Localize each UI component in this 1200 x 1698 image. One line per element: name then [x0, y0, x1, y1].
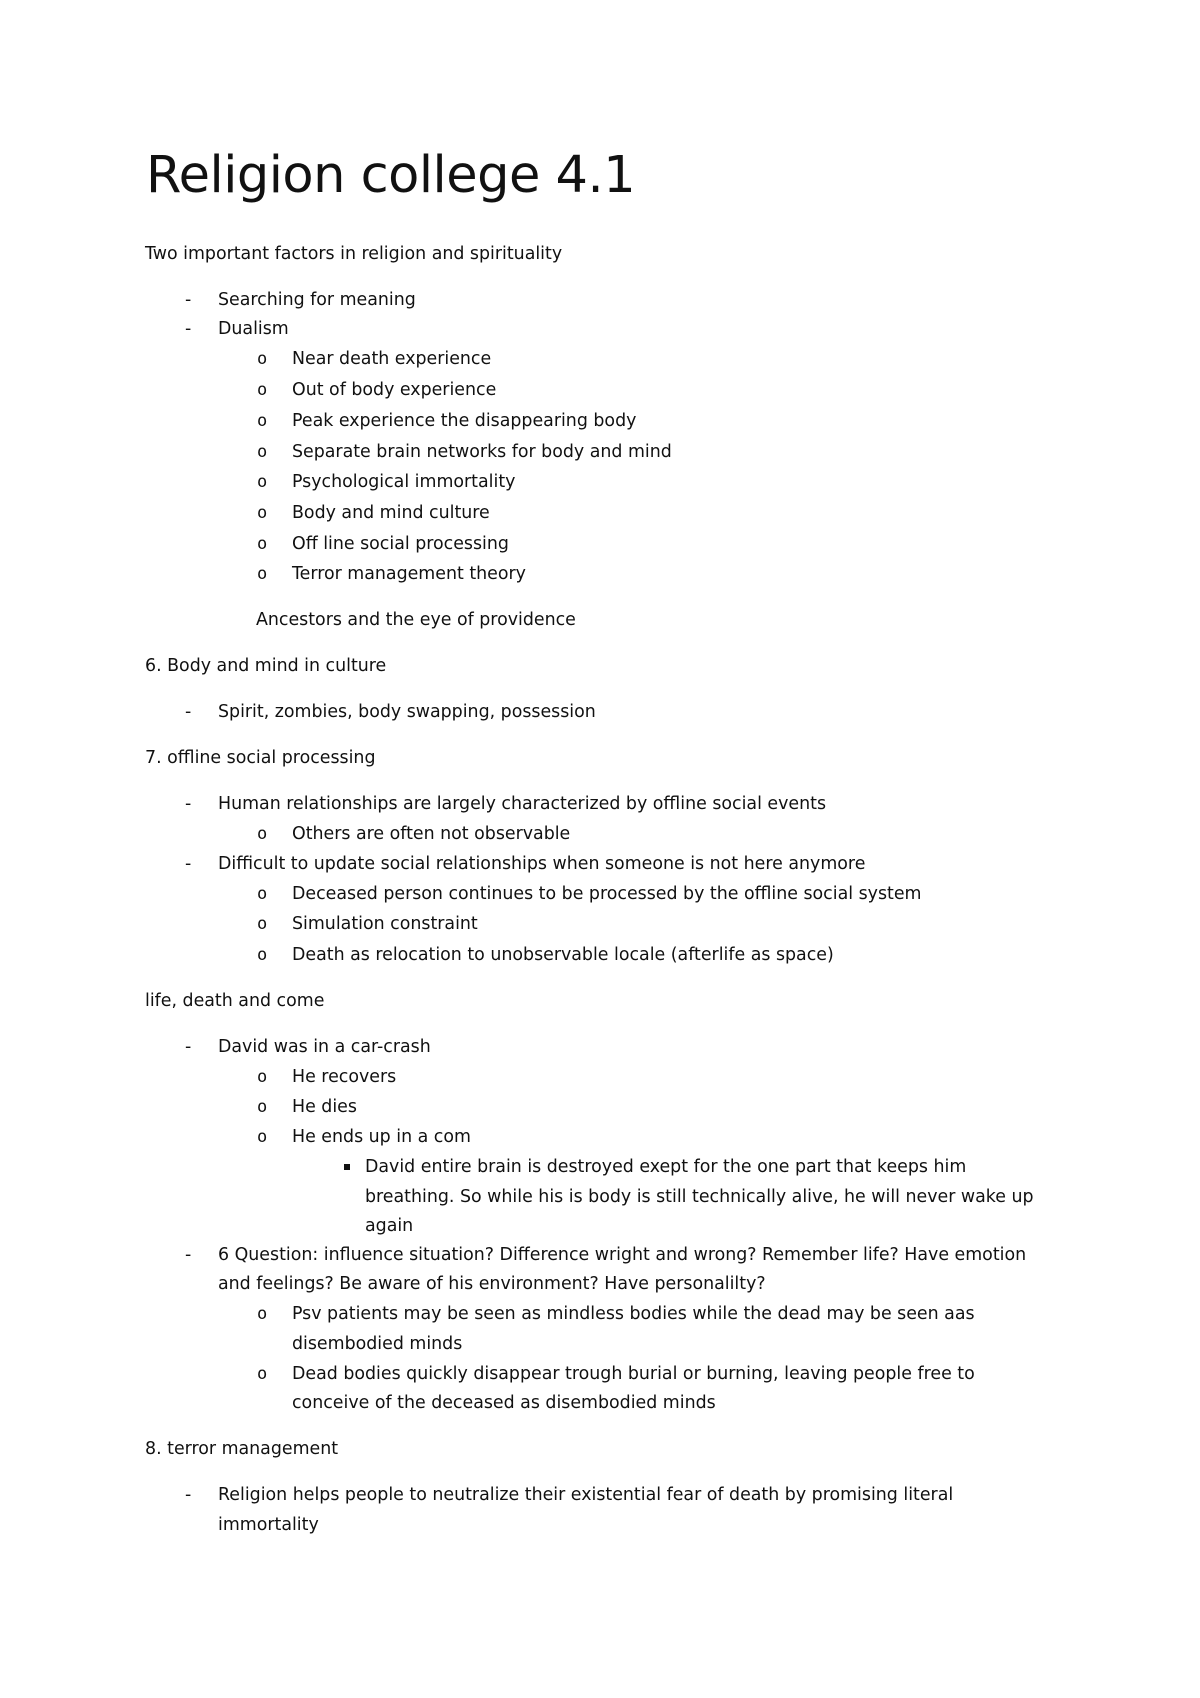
dash-bullet-icon: -	[185, 319, 192, 339]
list-item: Psychological immortality	[292, 472, 516, 492]
square-bullet-icon	[344, 1164, 350, 1170]
circle-bullet-icon: o	[257, 349, 268, 369]
list-item: Peak experience the disappearing body	[292, 411, 637, 431]
list-item: Dead bodies quickly disappear trough burial or burning, leaving people free to	[292, 1364, 975, 1384]
dash-bullet-icon: -	[185, 1037, 192, 1057]
circle-bullet-icon: o	[257, 884, 268, 904]
dash-bullet-icon: -	[185, 1245, 192, 1265]
list-item: breathing. So while his is body is still technically alive, he will never wake up	[365, 1187, 1034, 1207]
list-item: He recovers	[292, 1067, 397, 1087]
paragraph-text: life, death and come	[145, 991, 325, 1011]
list-item: David was in a car-crash	[218, 1037, 431, 1057]
circle-bullet-icon: o	[257, 564, 268, 584]
list-item: David entire brain is destroyed exept for the one part that keeps him	[365, 1157, 967, 1177]
circle-bullet-icon: o	[257, 472, 268, 492]
circle-bullet-icon: o	[257, 380, 268, 400]
paragraph-text: 7. offline social processing	[145, 748, 376, 768]
circle-bullet-icon: o	[257, 945, 268, 965]
paragraph-text: Two important factors in religion and spirituality	[145, 244, 563, 264]
list-item: again	[365, 1216, 414, 1236]
list-item: Deceased person continues to be processed by the offline social system	[292, 884, 922, 904]
list-item: Religion helps people to neutralize their existential fear of death by promising literal	[218, 1485, 954, 1505]
dash-bullet-icon: -	[185, 702, 192, 722]
circle-bullet-icon: o	[257, 914, 268, 934]
list-item: Spirit, zombies, body swapping, possession	[218, 702, 596, 722]
list-item: Separate brain networks for body and mind	[292, 442, 672, 462]
list-item: He ends up in a com	[292, 1127, 471, 1147]
paragraph-text: 6. Body and mind in culture	[145, 656, 387, 676]
list-item: Body and mind culture	[292, 503, 490, 523]
list-item: immortality	[218, 1515, 319, 1535]
list-item: disembodied minds	[292, 1334, 463, 1354]
list-item: Difficult to update social relationships when someone is not here anymore	[218, 854, 866, 874]
list-item: Death as relocation to unobservable locale (afterlife as space)	[292, 945, 834, 965]
list-item: Ancestors and the eye of providence	[256, 610, 576, 630]
circle-bullet-icon: o	[257, 1097, 268, 1117]
list-item: and feelings? Be aware of his environment? Have personalilty?	[218, 1274, 766, 1294]
list-item: Searching for meaning	[218, 290, 416, 310]
list-item: Others are often not observable	[292, 824, 571, 844]
dash-bullet-icon: -	[185, 854, 192, 874]
list-item: conceive of the deceased as disembodied minds	[292, 1393, 716, 1413]
list-item: Out of body experience	[292, 380, 497, 400]
list-item: Terror management theory	[292, 564, 526, 584]
list-item: Off line social processing	[292, 534, 509, 554]
list-item: Dualism	[218, 319, 289, 339]
circle-bullet-icon: o	[257, 534, 268, 554]
circle-bullet-icon: o	[257, 1067, 268, 1087]
page-title: Religion college 4.1	[146, 146, 636, 205]
dash-bullet-icon: -	[185, 290, 192, 310]
list-item: Human relationships are largely characterized by offline social events	[218, 794, 827, 814]
list-item: Simulation constraint	[292, 914, 478, 934]
circle-bullet-icon: o	[257, 503, 268, 523]
dash-bullet-icon: -	[185, 1485, 192, 1505]
circle-bullet-icon: o	[257, 1304, 268, 1324]
circle-bullet-icon: o	[257, 1364, 268, 1384]
list-item: 6 Question: influence situation? Difference wright and wrong? Remember life? Have emotion	[218, 1245, 1027, 1265]
circle-bullet-icon: o	[257, 411, 268, 431]
circle-bullet-icon: o	[257, 442, 268, 462]
circle-bullet-icon: o	[257, 824, 268, 844]
circle-bullet-icon: o	[257, 1127, 268, 1147]
paragraph-text: 8. terror management	[145, 1439, 339, 1459]
list-item: Near death experience	[292, 349, 492, 369]
list-item: Psv patients may be seen as mindless bodies while the dead may be seen aas	[292, 1304, 975, 1324]
dash-bullet-icon: -	[185, 794, 192, 814]
list-item: He dies	[292, 1097, 357, 1117]
